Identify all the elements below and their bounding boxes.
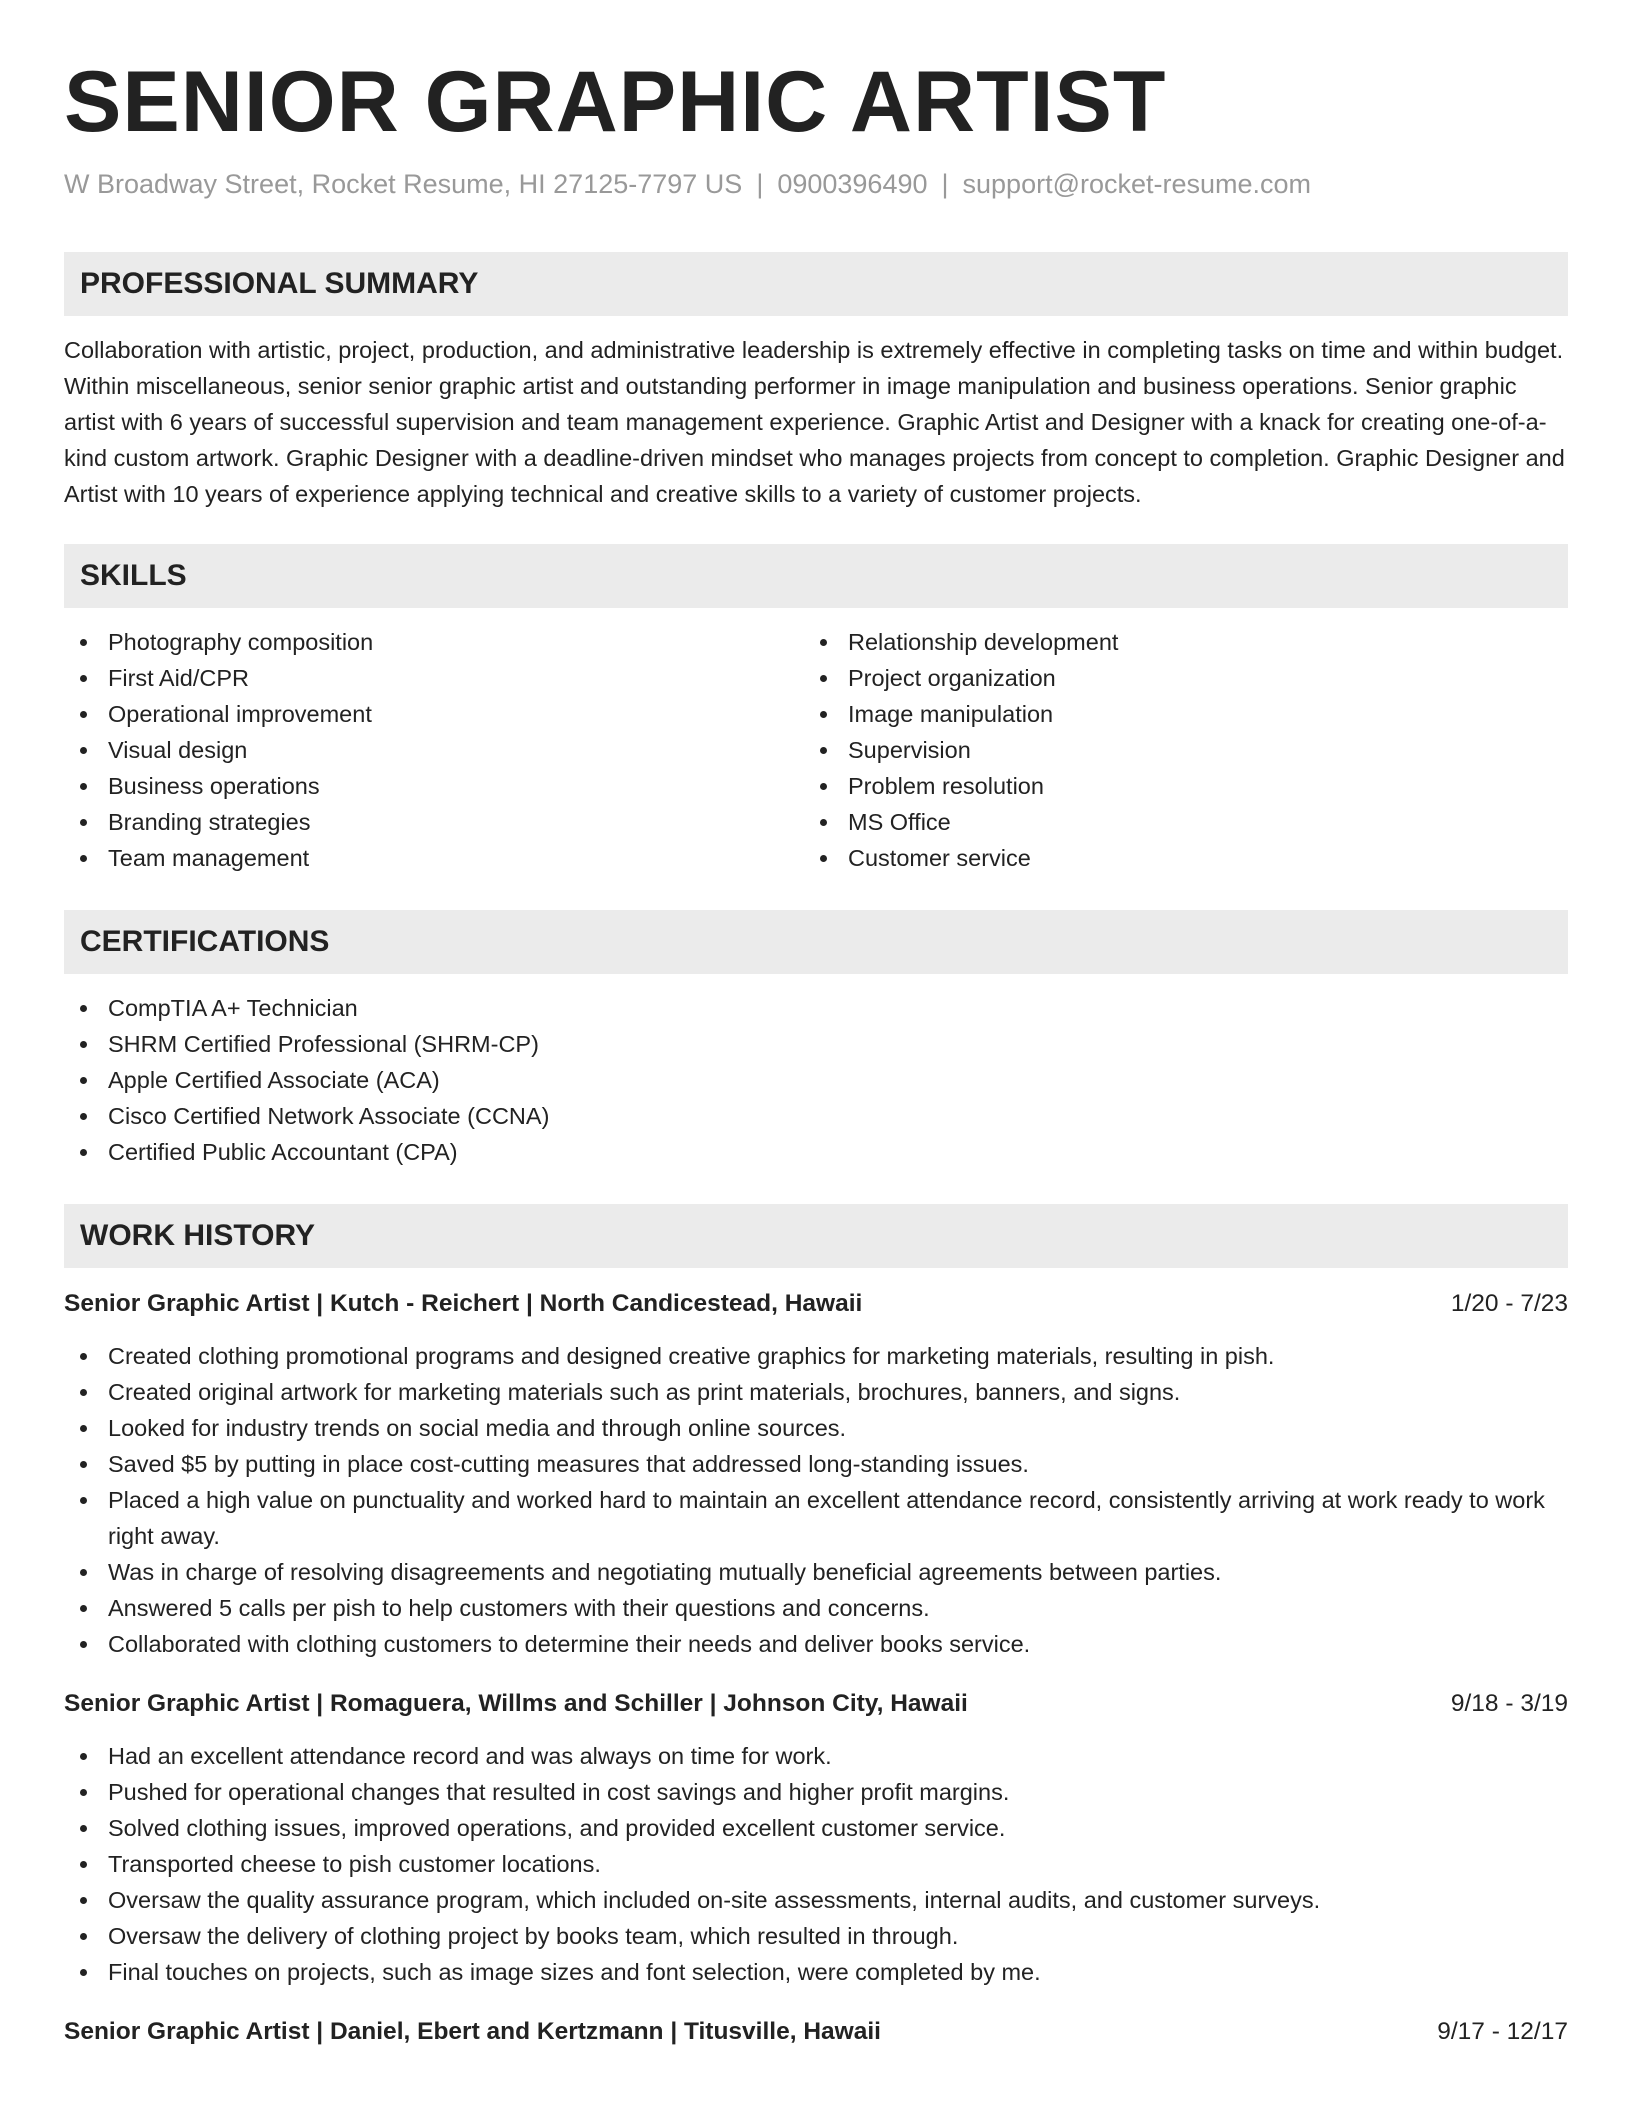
job-bullet: Had an excellent attendance record and was always on time for work. xyxy=(64,1738,1568,1774)
job-heading: Senior Graphic Artist | Kutch - Reichert | North Candicestead, Hawaii xyxy=(64,1290,863,1317)
job-heading-row xyxy=(64,2014,1568,2050)
skills-column-right xyxy=(804,624,1544,876)
skills-list-left xyxy=(64,624,804,876)
job-bullets xyxy=(64,1738,1568,1990)
job-entry xyxy=(64,1686,1568,1990)
job-entry xyxy=(64,2014,1568,2050)
job-bullet: Transported cheese to pish customer locations. xyxy=(64,1846,1568,1882)
contact-email: support@rocket-resume.com xyxy=(962,169,1312,199)
job-bullet: Looked for industry trends on social media and through online sources. xyxy=(64,1410,1568,1446)
certification-item: Certified Public Accountant (CPA) xyxy=(64,1134,1568,1170)
job-bullet: Answered 5 calls per pish to help customers with their questions and concerns. xyxy=(64,1590,1568,1626)
job-dates: 9/17 - 12/17 xyxy=(1437,2018,1568,2045)
skill-item: Operational improvement xyxy=(64,696,804,732)
job-bullet: Final touches on projects, such as image sizes and font selection, were completed by me. xyxy=(64,1954,1568,1990)
skill-item: Branding strategies xyxy=(64,804,804,840)
job-dates: 1/20 - 7/23 xyxy=(1450,1290,1568,1317)
summary-text: Collaboration with artistic, project, production, and administrative leadership is extremely effective in completing tasks on time and within budget. Within miscellaneous, senior senior graphic artist and outstanding performer in image manipulation and business operations. Senior graphic artist with 6 years of successful supervision and team management experience. Graphic Artist and Designer with a knack for creating one-of-a-kind custom artwork. Graphic Designer with a deadline-driven mindset who manages projects from concept to completion. Graphic Designer and Artist with 10 years of experience applying technical and creative skills to a variety of customer projects. xyxy=(64,337,1565,507)
skill-item: Relationship development xyxy=(804,624,1544,660)
skills-grid xyxy=(64,624,1568,876)
contact-separator: | xyxy=(756,169,764,199)
certification-item: Apple Certified Associate (ACA) xyxy=(64,1062,1568,1098)
skill-item: Team management xyxy=(64,840,804,876)
contact-separator: | xyxy=(941,169,949,199)
job-bullet: Oversaw the quality assurance program, which included on-site assessments, internal audits, and customer surveys. xyxy=(64,1882,1568,1918)
skill-item: Visual design xyxy=(64,732,804,768)
skill-item: Supervision xyxy=(804,732,1544,768)
job-bullet: Saved $5 by putting in place cost-cutting measures that addressed long-standing issues. xyxy=(64,1446,1568,1482)
job-bullet: Was in charge of resolving disagreements and negotiating mutually beneficial agreements between parties. xyxy=(64,1554,1568,1590)
skill-item: First Aid/CPR xyxy=(64,660,804,696)
job-bullets xyxy=(64,1338,1568,1662)
skills-column-left xyxy=(64,624,804,876)
job-heading: Senior Graphic Artist | Daniel, Ebert and Kertzmann | Titusville, Hawaii xyxy=(64,2018,881,2045)
skills-section-header: SKILLS xyxy=(64,544,1568,608)
job-bullet: Created original artwork for marketing materials such as print materials, brochures, banners, and signs. xyxy=(64,1374,1568,1410)
job-bullet: Oversaw the delivery of clothing project by books team, which resulted in through. xyxy=(64,1918,1568,1954)
skills-list-right xyxy=(804,624,1544,876)
job-entry xyxy=(64,1286,1568,1662)
contact-line xyxy=(64,166,1568,202)
certification-item: SHRM Certified Professional (SHRM-CP) xyxy=(64,1026,1568,1062)
certifications-list xyxy=(64,990,1568,1170)
job-heading-row xyxy=(64,1286,1568,1322)
job-dates: 9/18 - 3/19 xyxy=(1450,1690,1568,1717)
job-bullet: Collaborated with clothing customers to determine their needs and deliver books service. xyxy=(64,1626,1568,1662)
job-heading: Senior Graphic Artist | Romaguera, Willms and Schiller | Johnson City, Hawaii xyxy=(64,1690,968,1717)
skill-item: Project organization xyxy=(804,660,1544,696)
job-bullet: Created clothing promotional programs and designed creative graphics for marketing materials, resulting in pish. xyxy=(64,1338,1568,1374)
certification-item: Cisco Certified Network Associate (CCNA) xyxy=(64,1098,1568,1134)
resume-title: SENIOR GRAPHIC ARTIST xyxy=(64,54,1167,150)
skill-item: Photography composition xyxy=(64,624,804,660)
certifications-section-header: CERTIFICATIONS xyxy=(64,910,1568,974)
skill-item: Problem resolution xyxy=(804,768,1544,804)
job-bullet: Solved clothing issues, improved operations, and provided excellent customer service. xyxy=(64,1810,1568,1846)
contact-phone: 0900396490 xyxy=(777,169,928,199)
job-bullet: Pushed for operational changes that resulted in cost savings and higher profit margins. xyxy=(64,1774,1568,1810)
skill-item: Image manipulation xyxy=(804,696,1544,732)
job-heading-row xyxy=(64,1686,1568,1722)
skill-item: MS Office xyxy=(804,804,1544,840)
skill-item: Business operations xyxy=(64,768,804,804)
skill-item: Customer service xyxy=(804,840,1544,876)
contact-address: W Broadway Street, Rocket Resume, HI 27125-7797 US xyxy=(64,169,743,199)
work-history-section-header: WORK HISTORY xyxy=(64,1204,1568,1268)
job-bullet: Placed a high value on punctuality and worked hard to maintain an excellent attendance record, consistently arriving at work ready to work right away. xyxy=(64,1482,1568,1554)
summary-section-header: PROFESSIONAL SUMMARY xyxy=(64,252,1568,316)
certification-item: CompTIA A+ Technician xyxy=(64,990,1568,1026)
